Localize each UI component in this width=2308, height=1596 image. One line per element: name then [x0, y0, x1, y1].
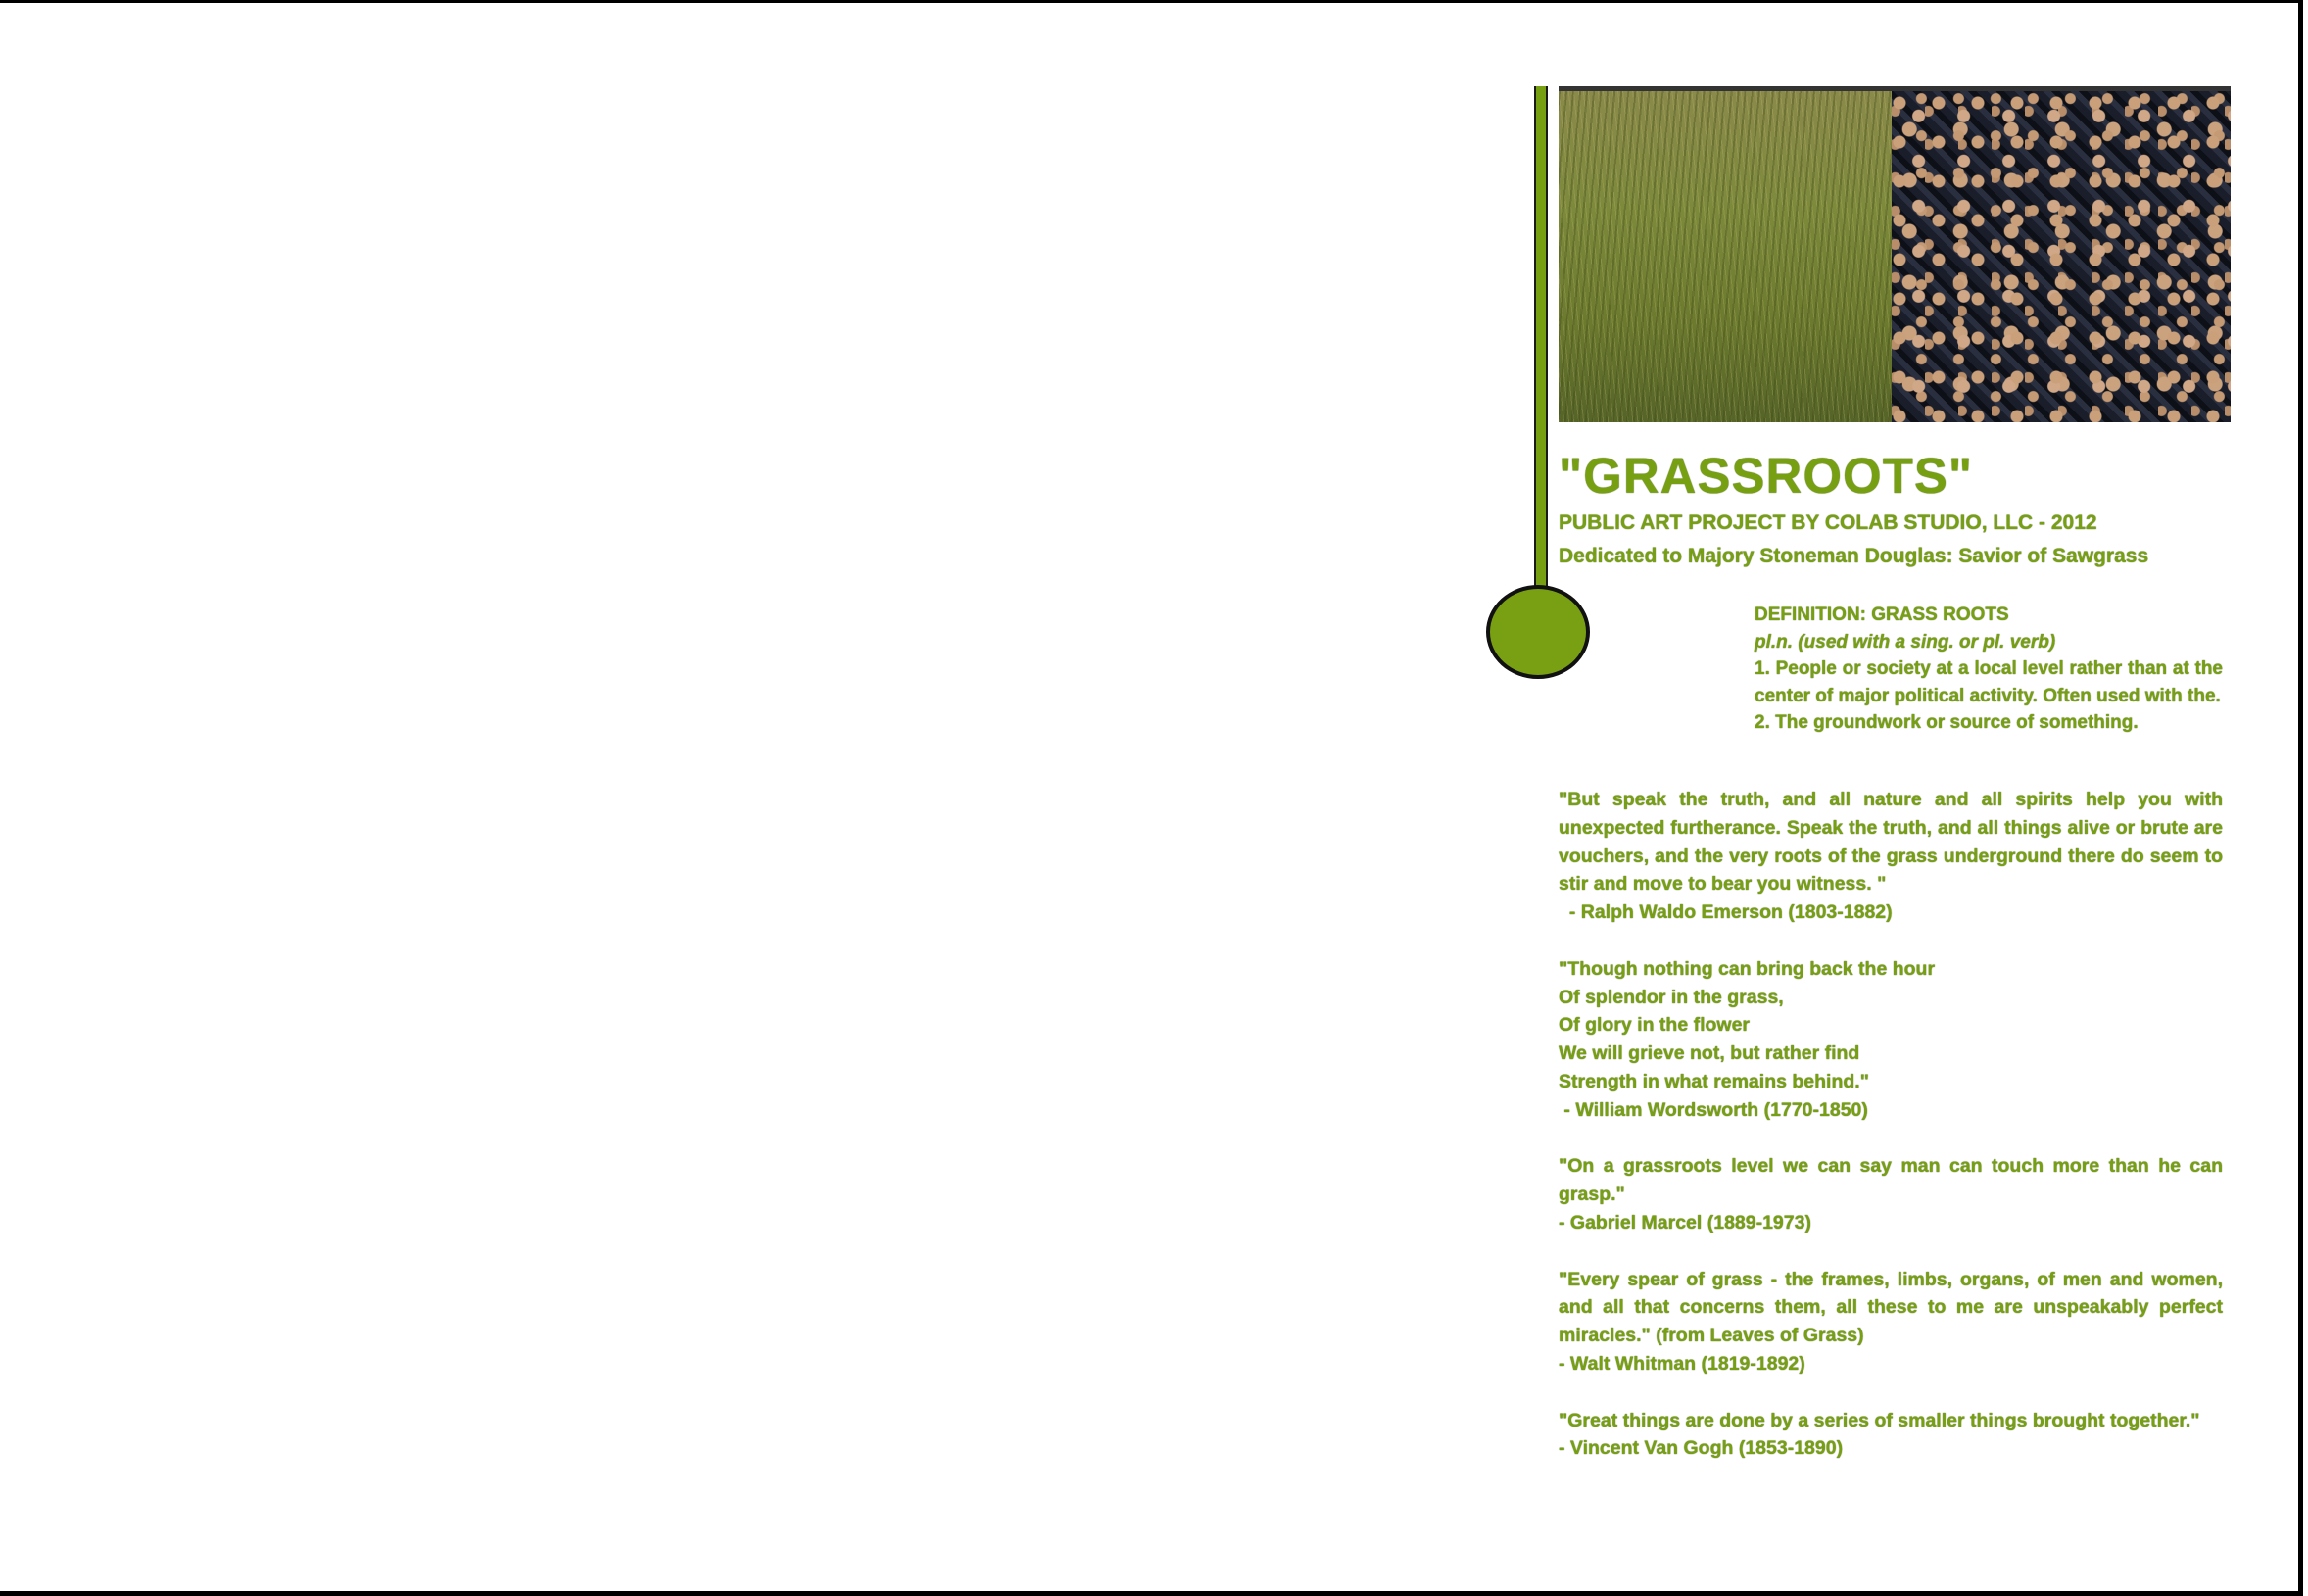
definition-sense-2: 2. The groundwork or source of something.	[1755, 712, 2139, 733]
quote-author: - William Wordsworth (1770-1850)	[1559, 1098, 1868, 1121]
definition-pos: pl.n. (used with a sing. or pl. verb)	[1755, 631, 2056, 653]
poem-line: Of splendor in the grass,	[1559, 986, 1784, 1008]
definition-sense-1: 1. People or society at a local level rather than at the center of major political activity. Often used with the.	[1755, 658, 2223, 706]
quote-text: "On a grassroots level we can say man can touch more than he can grasp."	[1559, 1155, 2223, 1206]
quote-text: "Every spear of grass - the frames, limbs, organs, of men and women, and all that concerns them, all these to me are unspeakably perfect miracles." (from Leaves of Grass)	[1559, 1268, 2223, 1347]
grass-photo	[1559, 91, 1892, 422]
flower-bulb-graphic	[1486, 585, 1590, 679]
quotes-list	[1559, 786, 2223, 1491]
flower-stem-graphic	[1534, 86, 1548, 596]
quote-text: "But speak the truth, and all nature and all spirits help you with unexpected furtherance. Speak the truth, and all things alive or brute are vouchers, and the very roots of the grass underground there do seem to stir and move to bear you witness. "	[1559, 789, 2223, 895]
quote-emerson	[1559, 786, 2223, 927]
page-title: "GRASSROOTS"	[1559, 448, 1974, 504]
dedication: Dedicated to Majory Stoneman Douglas: Savior of Sawgrass	[1559, 545, 2149, 567]
project-subtitle: PUBLIC ART PROJECT BY COLAB STUDIO, LLC - 2012	[1559, 511, 2097, 534]
poem-line: "Though nothing can bring back the hour	[1559, 957, 1936, 980]
poem-line: Of glory in the flower	[1559, 1014, 1751, 1037]
crowd-photo	[1892, 91, 2231, 422]
quote-author: - Ralph Waldo Emerson (1803-1882)	[1559, 901, 1893, 924]
header-photos	[1559, 86, 2231, 422]
quote-marcel	[1559, 1152, 2223, 1236]
quote-poem	[1559, 955, 2223, 1096]
quote-author: - Walt Whitman (1819-1892)	[1559, 1352, 1805, 1375]
poem-line: Strength in what remains behind."	[1559, 1070, 1869, 1092]
quote-wordsworth	[1559, 955, 2223, 1125]
quote-whitman	[1559, 1266, 2223, 1378]
quote-author: - Gabriel Marcel (1889-1973)	[1559, 1211, 1811, 1233]
definition-block	[1755, 602, 2223, 737]
quote-text: "Great things are done by a series of smaller things brought together."	[1559, 1409, 2200, 1431]
quote-author: - Vincent Van Gogh (1853-1890)	[1559, 1437, 1844, 1460]
quote-van-gogh	[1559, 1407, 2223, 1464]
poem-line: We will grieve not, but rather find	[1559, 1042, 1860, 1065]
definition-heading: DEFINITION: GRASS ROOTS	[1755, 605, 2009, 625]
